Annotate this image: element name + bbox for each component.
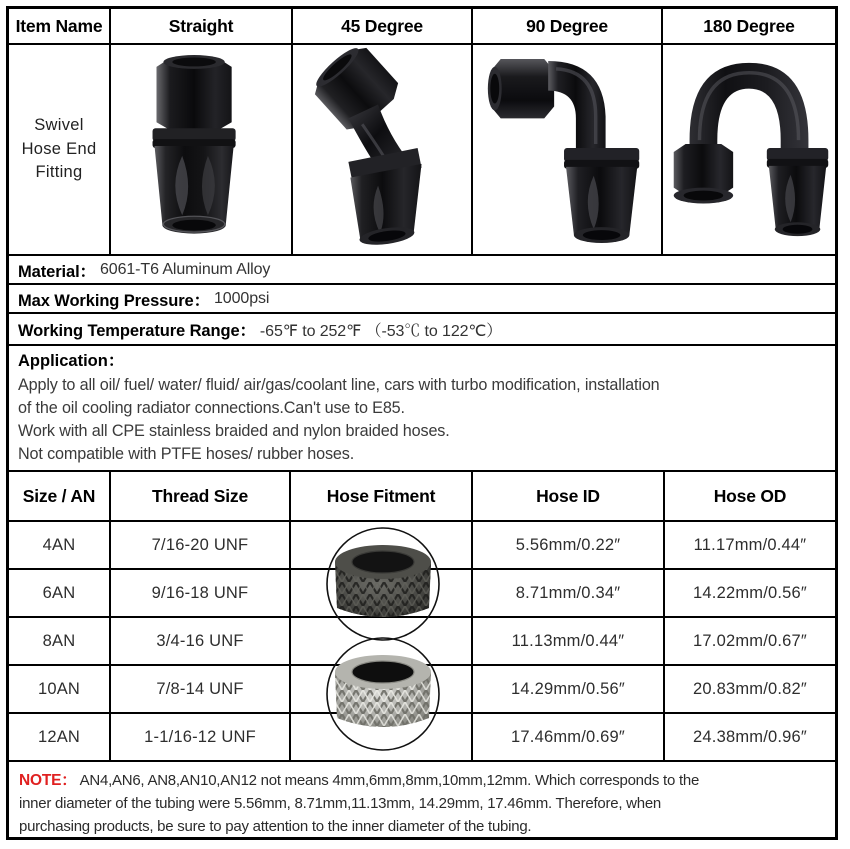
note-text-1: AN4,AN6, AN8,AN10,AN12 not means 4mm,6mm,8mm,10mm,12mm. Which corresponds to the (79, 772, 700, 789)
cell-fitment (291, 666, 473, 712)
cell-size (9, 666, 111, 712)
hose-od-value: 24.38mm/0.96″ (693, 727, 807, 746)
product-name-cell (9, 45, 111, 254)
size-header-label-thread: Thread Size (151, 485, 249, 506)
cell-hose-od (665, 522, 835, 568)
straight-fitting-photo (111, 45, 291, 254)
spec-row-pressure (9, 285, 835, 314)
90-degree-fitting-photo (473, 45, 661, 254)
hose-id-value: 14.29mm/0.56″ (511, 679, 625, 698)
cell-fitment (291, 522, 473, 568)
cell-size (9, 618, 111, 664)
cell-hose-id (473, 714, 665, 760)
thread-value: 7/16-20 UNF (151, 535, 249, 554)
cell-thread (111, 666, 291, 712)
product-name-line-3: Fitting (35, 163, 83, 182)
hose-od-value: 11.17mm/0.44″ (693, 535, 807, 554)
thread-value: 9/16-18 UNF (151, 583, 249, 602)
spec-value-temperature: -65℉ to 252℉ （-53℃ to 122℃） (259, 322, 503, 340)
application-line-2: of the oil cooling radiator connections.Can't use to E85. (18, 398, 405, 417)
spec-row-temperature (9, 314, 835, 346)
cell-hose-od (665, 618, 835, 664)
product-name-label (22, 114, 97, 184)
hose-od-value: 14.22mm/0.56″ (693, 583, 807, 602)
size-value: 10AN (37, 679, 81, 698)
hose-id-value: 8.71mm/0.34″ (515, 583, 621, 602)
application-section (9, 346, 835, 472)
45-degree-fitting-photo (293, 45, 471, 254)
straight-fitting-cell (111, 45, 293, 254)
cell-hose-id (473, 570, 665, 616)
application-line-1: Apply to all oil/ fuel/ water/ fluid/ air/gas/coolant line, cars with turbo modification, installation (18, 375, 660, 394)
cell-thread (111, 522, 291, 568)
cell-size (9, 522, 111, 568)
note-line-2: inner diameter of the tubing were 5.56mm, 8.71mm,11.13mm, 14.29mm, 17.46mm. Therefore, when (19, 794, 662, 812)
size-table-header-row (9, 472, 835, 522)
hose-id-value: 5.56mm/0.22″ (515, 535, 621, 554)
size-header-cell-hose-id (473, 472, 665, 520)
hose-od-value: 20.83mm/0.82″ (693, 679, 807, 698)
spec-label-material: Material： (18, 262, 96, 281)
table-row (9, 618, 835, 666)
spec-label-pressure: Max Working Pressure： (18, 291, 210, 310)
application-line-4: Not compatible with PTFE hoses/ rubber hoses. (18, 444, 355, 463)
cell-hose-od (665, 570, 835, 616)
table-row (9, 666, 835, 714)
fitting-90-cell (473, 45, 663, 254)
header-label-90-degree: 90 Degree (526, 15, 608, 36)
product-name-line-2: Hose End (21, 139, 97, 158)
header-label-item-name: Item Name (15, 15, 103, 36)
spec-value-pressure: 1000psi (214, 289, 270, 307)
table-row (9, 522, 835, 570)
hose-id-value: 17.46mm/0.69″ (511, 727, 625, 746)
thread-value: 7/8-14 UNF (156, 679, 244, 698)
application-line-3: Work with all CPE stainless braided and nylon braided hoses. (18, 421, 450, 440)
header-label-straight: Straight (168, 15, 234, 36)
cell-hose-id (473, 618, 665, 664)
size-header-cell-thread (111, 472, 291, 520)
product-type-header-row (9, 9, 835, 45)
header-cell-90-degree (473, 9, 663, 43)
cell-hose-id (473, 522, 665, 568)
table-row (9, 570, 835, 618)
cell-thread (111, 570, 291, 616)
header-label-180-degree: 180 Degree (703, 15, 795, 36)
size-header-cell-hose-od (665, 472, 835, 520)
application-title: Application： (18, 352, 125, 370)
size-value: 12AN (37, 727, 81, 746)
table-row (9, 714, 835, 762)
fitting-180-cell (663, 45, 835, 254)
spec-label-temperature: Working Temperature Range： (18, 322, 256, 340)
spec-row-material (9, 256, 835, 285)
header-label-45-degree: 45 Degree (341, 15, 423, 36)
header-cell-straight (111, 9, 293, 43)
size-header-cell-size (9, 472, 111, 520)
note-label: NOTE： (19, 772, 77, 789)
cell-hose-od (665, 714, 835, 760)
hose-od-value: 17.02mm/0.67″ (693, 631, 807, 650)
header-cell-item-name (9, 9, 111, 43)
180-degree-fitting-photo (663, 45, 835, 254)
fitting-45-cell (293, 45, 473, 254)
spec-sheet (6, 6, 838, 840)
note-line-3: purchasing products, be sure to pay attention to the inner diameter of the tubing. (19, 817, 532, 835)
spec-value-material: 6061-T6 Aluminum Alloy (99, 260, 271, 278)
cell-hose-od (665, 666, 835, 712)
cell-size (9, 714, 111, 760)
product-image-row (9, 45, 835, 256)
thread-value: 1-1/16-12 UNF (144, 727, 256, 746)
header-cell-45-degree (293, 9, 473, 43)
cell-fitment (291, 714, 473, 760)
size-header-label-hose-od: Hose OD (713, 485, 787, 506)
thread-value: 3/4-16 UNF (156, 631, 244, 650)
size-header-cell-fitment (291, 472, 473, 520)
cell-thread (111, 618, 291, 664)
size-value: 6AN (42, 583, 76, 602)
size-header-label-size: Size / AN (22, 485, 96, 506)
cell-fitment (291, 618, 473, 664)
size-table-body (9, 522, 835, 762)
cell-fitment (291, 570, 473, 616)
cell-thread (111, 714, 291, 760)
size-header-label-hose-id: Hose ID (536, 485, 600, 506)
cell-hose-id (473, 666, 665, 712)
hose-id-value: 11.13mm/0.44″ (511, 631, 625, 650)
cell-size (9, 570, 111, 616)
size-value: 8AN (42, 631, 76, 650)
product-name-line-1: Swivel (34, 116, 84, 135)
note-line-1 (19, 769, 825, 793)
header-cell-180-degree (663, 9, 835, 43)
size-value: 4AN (42, 535, 76, 554)
size-header-label-fitment: Hose Fitment (326, 485, 436, 506)
note-section (9, 762, 835, 843)
